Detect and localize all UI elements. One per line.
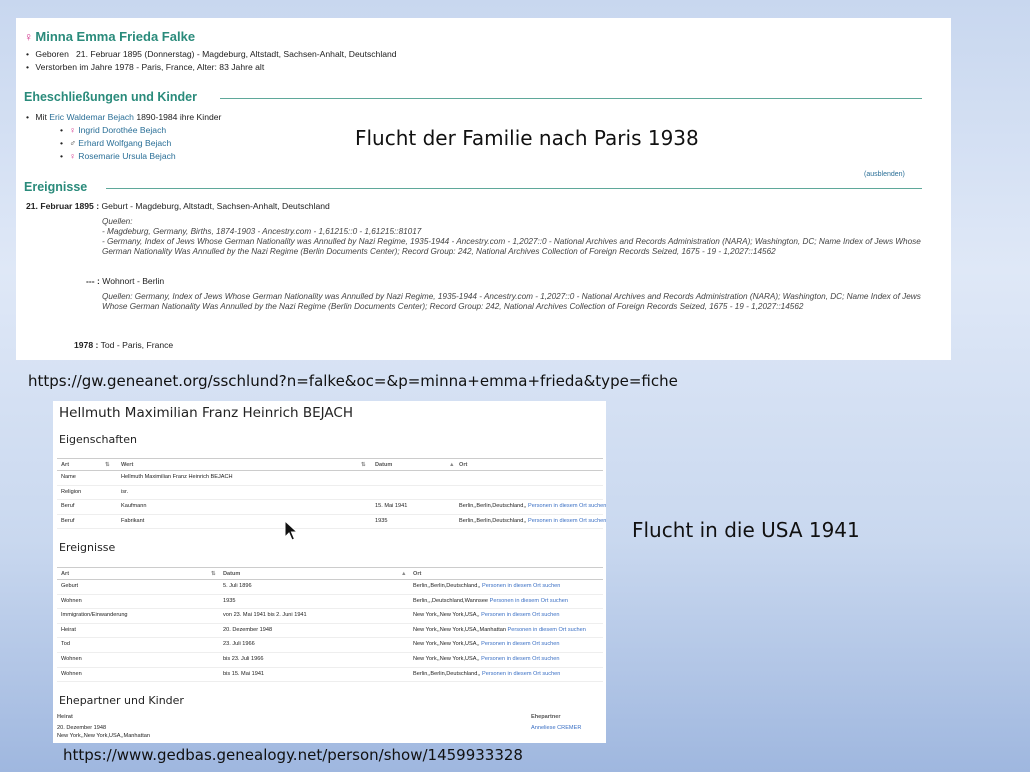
event-row: [74, 340, 173, 350]
person-title: Hellmuth Maximilian Franz Heinrich BEJACH: [59, 405, 353, 421]
place-search-link[interactable]: Personen in diesem Ort suchen: [482, 670, 561, 677]
born-label: Geboren: [35, 49, 69, 59]
cell-art: Beruf: [61, 517, 75, 524]
col-datum[interactable]: Datum: [223, 571, 241, 577]
cell-ort: [413, 671, 560, 677]
female-icon: ♀: [24, 30, 33, 44]
caption-usa: Flucht in die USA 1941: [632, 518, 860, 542]
died-line: [26, 62, 264, 72]
cell-art: Immigration/Einwanderung: [61, 612, 128, 619]
place-text: Berlin,,Berlin,Deutschland,,: [459, 503, 527, 510]
table-row: [57, 595, 603, 610]
hide-link[interactable]: (ausblenden): [864, 171, 905, 178]
cell-wert: isr.: [121, 488, 129, 495]
cell-art: Tod: [61, 641, 71, 648]
place-text: New York,,New York,USA,,: [413, 641, 480, 648]
cell-art: Beruf: [61, 503, 75, 510]
cell-art: Heirat: [61, 626, 76, 633]
child-link[interactable]: Rosemarie Ursula Bejach: [78, 151, 176, 161]
child-item: [60, 151, 176, 161]
source-url-gedbas: https://www.gedbas.genealogy.net/person/show/1459933328: [63, 746, 523, 764]
died-value: Verstorben im Jahre 1978 - Paris, France, Alter: 83 Jahre alt: [35, 62, 265, 72]
cell-art: Wohnen: [61, 597, 82, 604]
cell-ort: [413, 598, 568, 604]
col-art[interactable]: Art: [61, 462, 70, 468]
place-search-link[interactable]: Personen in diesem Ort suchen: [481, 612, 560, 619]
female-icon: ♀: [69, 125, 76, 135]
child-item: [60, 138, 171, 148]
sort-icon[interactable]: ⇅: [361, 462, 366, 468]
cell-ort: [459, 518, 606, 524]
cell-ort: [413, 583, 560, 589]
cell-datum: von 23. Mai 1941 bis 2. Juni 1941: [223, 612, 307, 619]
place-search-link[interactable]: Personen in diesem Ort suchen: [489, 597, 568, 604]
partner-label: Ehepartner: [531, 714, 561, 720]
cell-ort: [413, 627, 586, 633]
male-icon: ♂: [69, 138, 76, 148]
table-row: [57, 609, 603, 624]
table-row: [57, 500, 606, 515]
cell-datum: bis 23. Juli 1966: [223, 655, 264, 662]
events-heading: Ereignisse: [59, 541, 116, 554]
cell-ort: [413, 656, 559, 662]
col-wert[interactable]: Wert: [121, 462, 134, 468]
place-text: Berlin,,,Deutschland,Wannsee: [413, 597, 489, 604]
cell-art: Name: [61, 474, 76, 480]
spouse-link[interactable]: Eric Waldemar Bejach: [49, 112, 134, 122]
mouse-cursor-icon: [284, 520, 298, 542]
table-row: [57, 668, 603, 683]
caption-paris: Flucht der Familie nach Paris 1938: [355, 126, 699, 150]
born-line: [26, 49, 397, 59]
event-date: 1978 :: [74, 340, 99, 350]
event-text: Geburt - Magdeburg, Altstadt, Sachsen-Anhalt, Deutschland: [101, 201, 330, 211]
table-row: [57, 580, 603, 595]
props-table: [57, 458, 606, 529]
place-text: Berlin,,Berlin,Deutschland,,: [413, 583, 481, 589]
event-source: - Germany, Index of Jews Whose German Nationality was Annulled by Nazi Regime, 1935-1944 - Ancestry.com - 1,2027::0 - National Archives and Records Administration (NARA); Washington, DC; Name Index of Jews Whose German Nationality Was Annulled by the Nazi Regime (Berlin Documents Center); Record Group: 242, National Archives Collection of Foreign Records Seized, 1675 - 19 - 1,2027::14562: [102, 237, 921, 256]
table-header: [57, 568, 603, 580]
cell-ort: [413, 612, 559, 618]
child-item: [60, 125, 166, 135]
place-text: New York,,New York,USA,,: [413, 655, 480, 662]
cell-art: Wohnen: [61, 670, 82, 677]
table-row: [57, 653, 603, 668]
event-row: [26, 201, 330, 211]
child-link[interactable]: Ingrid Dorothée Bejach: [78, 125, 167, 135]
section-divider: [106, 188, 922, 189]
event-date: --- :: [86, 276, 100, 286]
table-row: [57, 471, 603, 486]
person-heading: [24, 29, 195, 44]
event-source: Quellen:: [102, 217, 133, 226]
cell-datum: 23. Juli 1966: [223, 641, 255, 648]
geneanet-card: [16, 18, 951, 360]
place-search-link[interactable]: Personen in diesem Ort suchen: [528, 517, 606, 524]
partner-heirat-place: New York,,New York,USA,,Manhattan: [57, 733, 150, 739]
event-text: Tod - Paris, France: [100, 340, 174, 350]
marriage-heading: Eheschließungen und Kinder: [24, 90, 197, 104]
place-search-link[interactable]: Personen in diesem Ort suchen: [507, 626, 586, 633]
events-table: [57, 567, 603, 682]
cell-datum: 1935: [223, 597, 236, 604]
person-name: Minna Emma Frieda Falke: [35, 29, 196, 44]
event-row: [86, 276, 164, 286]
table-row: [57, 638, 603, 653]
col-datum[interactable]: Datum: [375, 462, 393, 468]
place-text: Berlin,,Berlin,Deutschland,,: [413, 670, 481, 677]
place-text: Berlin,,Berlin,Deutschland,,: [459, 517, 527, 524]
partner-heirat-date: 20. Dezember 1948: [57, 725, 107, 731]
cell-datum: 15. Mai 1941: [375, 503, 408, 510]
sort-asc-icon[interactable]: ▲: [449, 462, 455, 468]
event-date: 21. Februar 1895 :: [26, 201, 100, 211]
partner-link[interactable]: Anneliese CREMER: [531, 725, 582, 731]
cell-datum: bis 15. Mai 1941: [223, 670, 265, 677]
sort-icon[interactable]: ⇅: [105, 462, 110, 468]
table-row: [57, 486, 603, 501]
place-search-link[interactable]: Personen in diesem Ort suchen: [481, 641, 560, 648]
partner-heirat-label: Heirat: [57, 714, 73, 720]
events-heading: Ereignisse: [24, 180, 88, 194]
cell-wert: Hellmuth Maximilian Franz Heinrich BEJACH: [121, 474, 233, 480]
place-text: New York,,New York,USA,,Manhattan: [413, 626, 506, 633]
partner-heading: Ehepartner und Kinder: [59, 694, 184, 707]
cell-ort: [459, 503, 606, 509]
source-url-geneanet: https://gw.geneanet.org/sschlund?n=falke&oc=&p=minna+emma+frieda&type=fiche: [28, 372, 678, 390]
marriage-prefix: Mit: [35, 112, 47, 122]
event-source: Quellen: Germany, Index of Jews Whose German Nationality was Annulled by Nazi Regime, 1935-1944 - Ancestry.com - 1,2027::0 - National Archives and Records Administration (NARA); Washington, DC; Name Index of Jews Whose German Nationality Was Annulled by the Nazi Regime (Berlin Documents Center); Record Group: 242, National Archives Collection of Foreign Records Seized, 1675 - 19 - 1,2027::14562: [102, 292, 921, 311]
cell-wert: Fabrikant: [121, 517, 145, 524]
event-text: Wohnort - Berlin: [102, 276, 165, 286]
cell-datum: 5. Juli 1896: [223, 583, 252, 589]
col-ort[interactable]: Ort: [413, 571, 422, 577]
marriage-line: [26, 112, 221, 122]
cell-art: Wohnen: [61, 655, 82, 662]
place-search-link[interactable]: Personen in diesem Ort suchen: [482, 583, 561, 589]
cell-datum: 20. Dezember 1948: [223, 626, 273, 633]
event-source: - Magdeburg, Germany, Births, 1874-1903 - Ancestry.com - 1,61215::0 - 1,61215::81017: [102, 227, 422, 236]
child-link[interactable]: Erhard Wolfgang Bejach: [78, 138, 172, 148]
props-heading: Eigenschaften: [59, 433, 137, 446]
cell-wert: Kaufmann: [121, 503, 147, 510]
col-ort[interactable]: Ort: [459, 462, 468, 468]
table-row: [57, 515, 606, 530]
table-header: [57, 459, 603, 471]
section-divider: [220, 98, 922, 99]
col-art[interactable]: Art: [61, 571, 70, 577]
cell-ort: [413, 641, 559, 647]
cell-datum: 1935: [375, 517, 388, 524]
place-search-link[interactable]: Personen in diesem Ort suchen: [481, 655, 560, 662]
sort-asc-icon[interactable]: ▲: [401, 571, 407, 577]
cell-art: Religion: [61, 488, 82, 495]
place-text: New York,,New York,USA,,: [413, 612, 480, 619]
sort-icon[interactable]: ⇅: [211, 571, 216, 577]
spouse-suffix: 1890-1984 ihre Kinder: [136, 112, 222, 122]
place-search-link[interactable]: Personen in diesem Ort suchen: [528, 503, 606, 510]
female-icon: ♀: [69, 151, 76, 161]
gedbas-card: [53, 401, 606, 743]
table-row: [57, 624, 603, 639]
cell-art: Geburt: [61, 583, 79, 589]
born-value: 21. Februar 1895 (Donnerstag) - Magdeburg, Altstadt, Sachsen-Anhalt, Deutschland: [76, 49, 397, 59]
